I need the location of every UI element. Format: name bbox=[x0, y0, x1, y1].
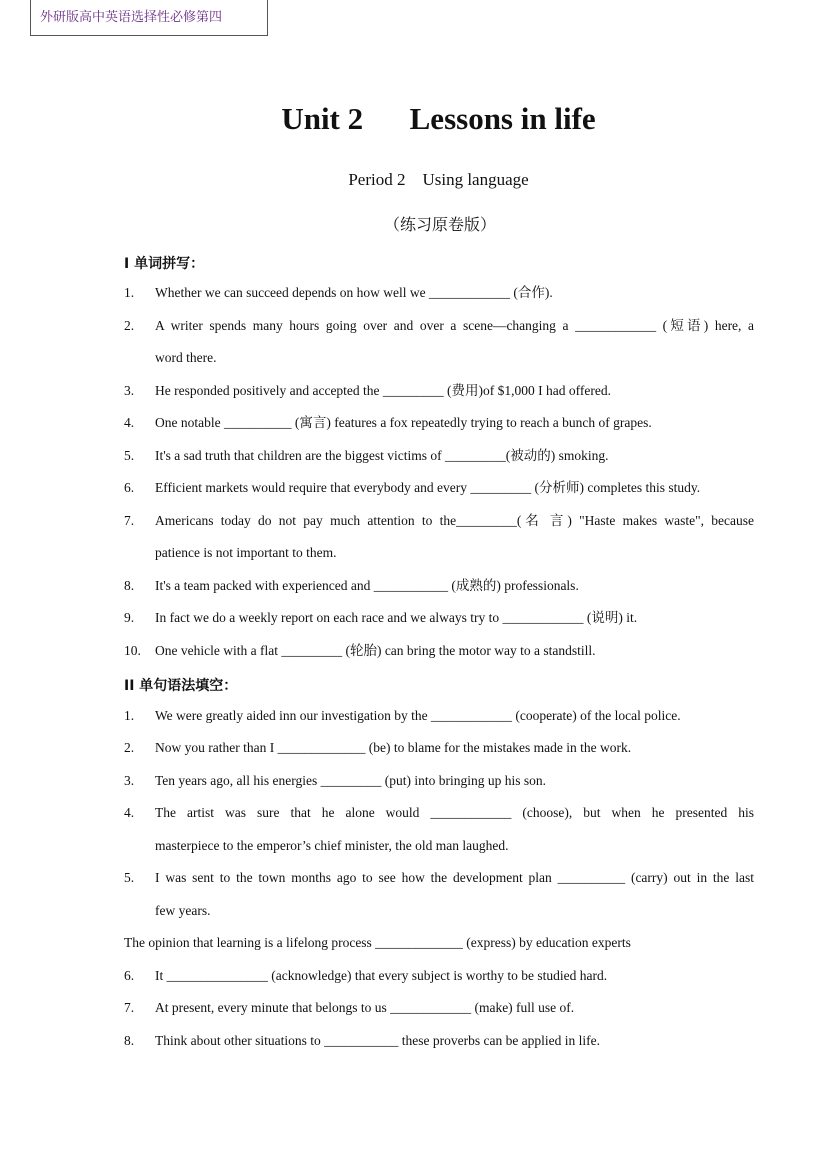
s1-item-9-number: 9. bbox=[124, 610, 135, 625]
s1-item-3-number: 3. bbox=[124, 383, 135, 398]
s2-item-7-number: 7. bbox=[124, 1000, 135, 1015]
s1-item-7-continuation: patience is not important to them. bbox=[155, 545, 337, 560]
s2-item-8-number: 8. bbox=[124, 1033, 135, 1048]
section-2-heading: II 单句语法填空： bbox=[124, 678, 238, 694]
s2-item-4-text: The artist was sure that he alone would ____________ (choose), but when he presented his bbox=[155, 805, 754, 820]
s1-item-1-number: 1. bbox=[124, 285, 135, 300]
s1-item-5-number: 5. bbox=[124, 448, 135, 463]
s2-item-4-number: 4. bbox=[124, 805, 135, 820]
s2-item-5-number: 5. bbox=[124, 870, 135, 885]
s1-item-2-continuation: word there. bbox=[155, 350, 217, 365]
s2-standalone-sentence: The opinion that learning is a lifelong process _____________ (express) by education experts bbox=[124, 935, 631, 950]
s1-item-6-number: 6. bbox=[124, 480, 135, 495]
s1-item-4-text: One notable __________ (寓言) features a fox repeatedly trying to reach a bunch of grapes. bbox=[155, 415, 652, 430]
s2-item-6-text: It _______________ (acknowledge) that every subject is worthy to be studied hard. bbox=[155, 968, 608, 983]
s1-item-10-text: One vehicle with a flat _________ (轮胎) can bring the motor way to a standstill. bbox=[155, 643, 596, 658]
s1-item-10-number: 10. bbox=[124, 643, 141, 658]
s2-item-6-number: 6. bbox=[124, 968, 135, 983]
s1-item-7-text: Americans today do not pay much attention to the_________(名 言) "Haste makes waste", because bbox=[155, 513, 754, 528]
s1-item-3-text: He responded positively and accepted the _________ (费用)of $1,000 I had offered. bbox=[155, 383, 611, 398]
s1-item-5-text: It's a sad truth that children are the biggest victims of _________(被动的) smoking. bbox=[155, 448, 609, 463]
version-note: （练习原卷版） bbox=[383, 215, 496, 234]
s2-item-7-text: At present, every minute that belongs to us ____________ (make) full use of. bbox=[155, 1000, 575, 1015]
s1-item-9-text: In fact we do a weekly report on each race and we always try to ____________ (说明) it. bbox=[155, 610, 638, 625]
s2-item-4-continuation: masterpiece to the emperor’s chief minister, the old man laughed. bbox=[155, 838, 509, 853]
s2-item-2-number: 2. bbox=[124, 740, 135, 755]
s1-item-7-number: 7. bbox=[124, 513, 135, 528]
s1-item-2-number: 2. bbox=[124, 318, 135, 333]
s1-item-2-text: A writer spends many hours going over and over a scene—changing a ____________ (短语) here, a bbox=[155, 318, 754, 333]
s2-item-1-text: We were greatly aided inn our investigation by the ____________ (cooperate) of the local police. bbox=[155, 708, 681, 723]
s1-item-4-number: 4. bbox=[124, 415, 135, 430]
s2-item-5-continuation: few years. bbox=[155, 903, 211, 918]
page-title: Unit 2 Lessons in life bbox=[281, 101, 596, 136]
s2-item-3-text: Ten years ago, all his energies _________ (put) into bringing up his son. bbox=[155, 773, 546, 788]
s2-item-1-number: 1. bbox=[124, 708, 135, 723]
s2-item-5-text: I was sent to the town months ago to see how the development plan __________ (carry) out in the last bbox=[155, 870, 754, 885]
header-label: 外研版高中英语选择性必修第四 bbox=[30, 0, 268, 36]
page-subtitle: Period 2 Using language bbox=[348, 170, 529, 189]
section-1-heading: I 单词拼写： bbox=[124, 256, 205, 272]
s1-item-8-number: 8. bbox=[124, 578, 135, 593]
s1-item-8-text: It's a team packed with experienced and ___________ (成熟的) professionals. bbox=[155, 578, 579, 593]
s1-item-1-text: Whether we can succeed depends on how well we ____________ (合作). bbox=[155, 285, 553, 300]
s1-item-6-text: Efficient markets would require that everybody and every _________ (分析师) completes this study. bbox=[155, 480, 701, 495]
s2-item-3-number: 3. bbox=[124, 773, 135, 788]
s2-item-2-text: Now you rather than I _____________ (be) to blame for the mistakes made in the work. bbox=[155, 740, 632, 755]
s2-item-8-text: Think about other situations to ___________ these proverbs can be applied in life. bbox=[155, 1033, 601, 1048]
